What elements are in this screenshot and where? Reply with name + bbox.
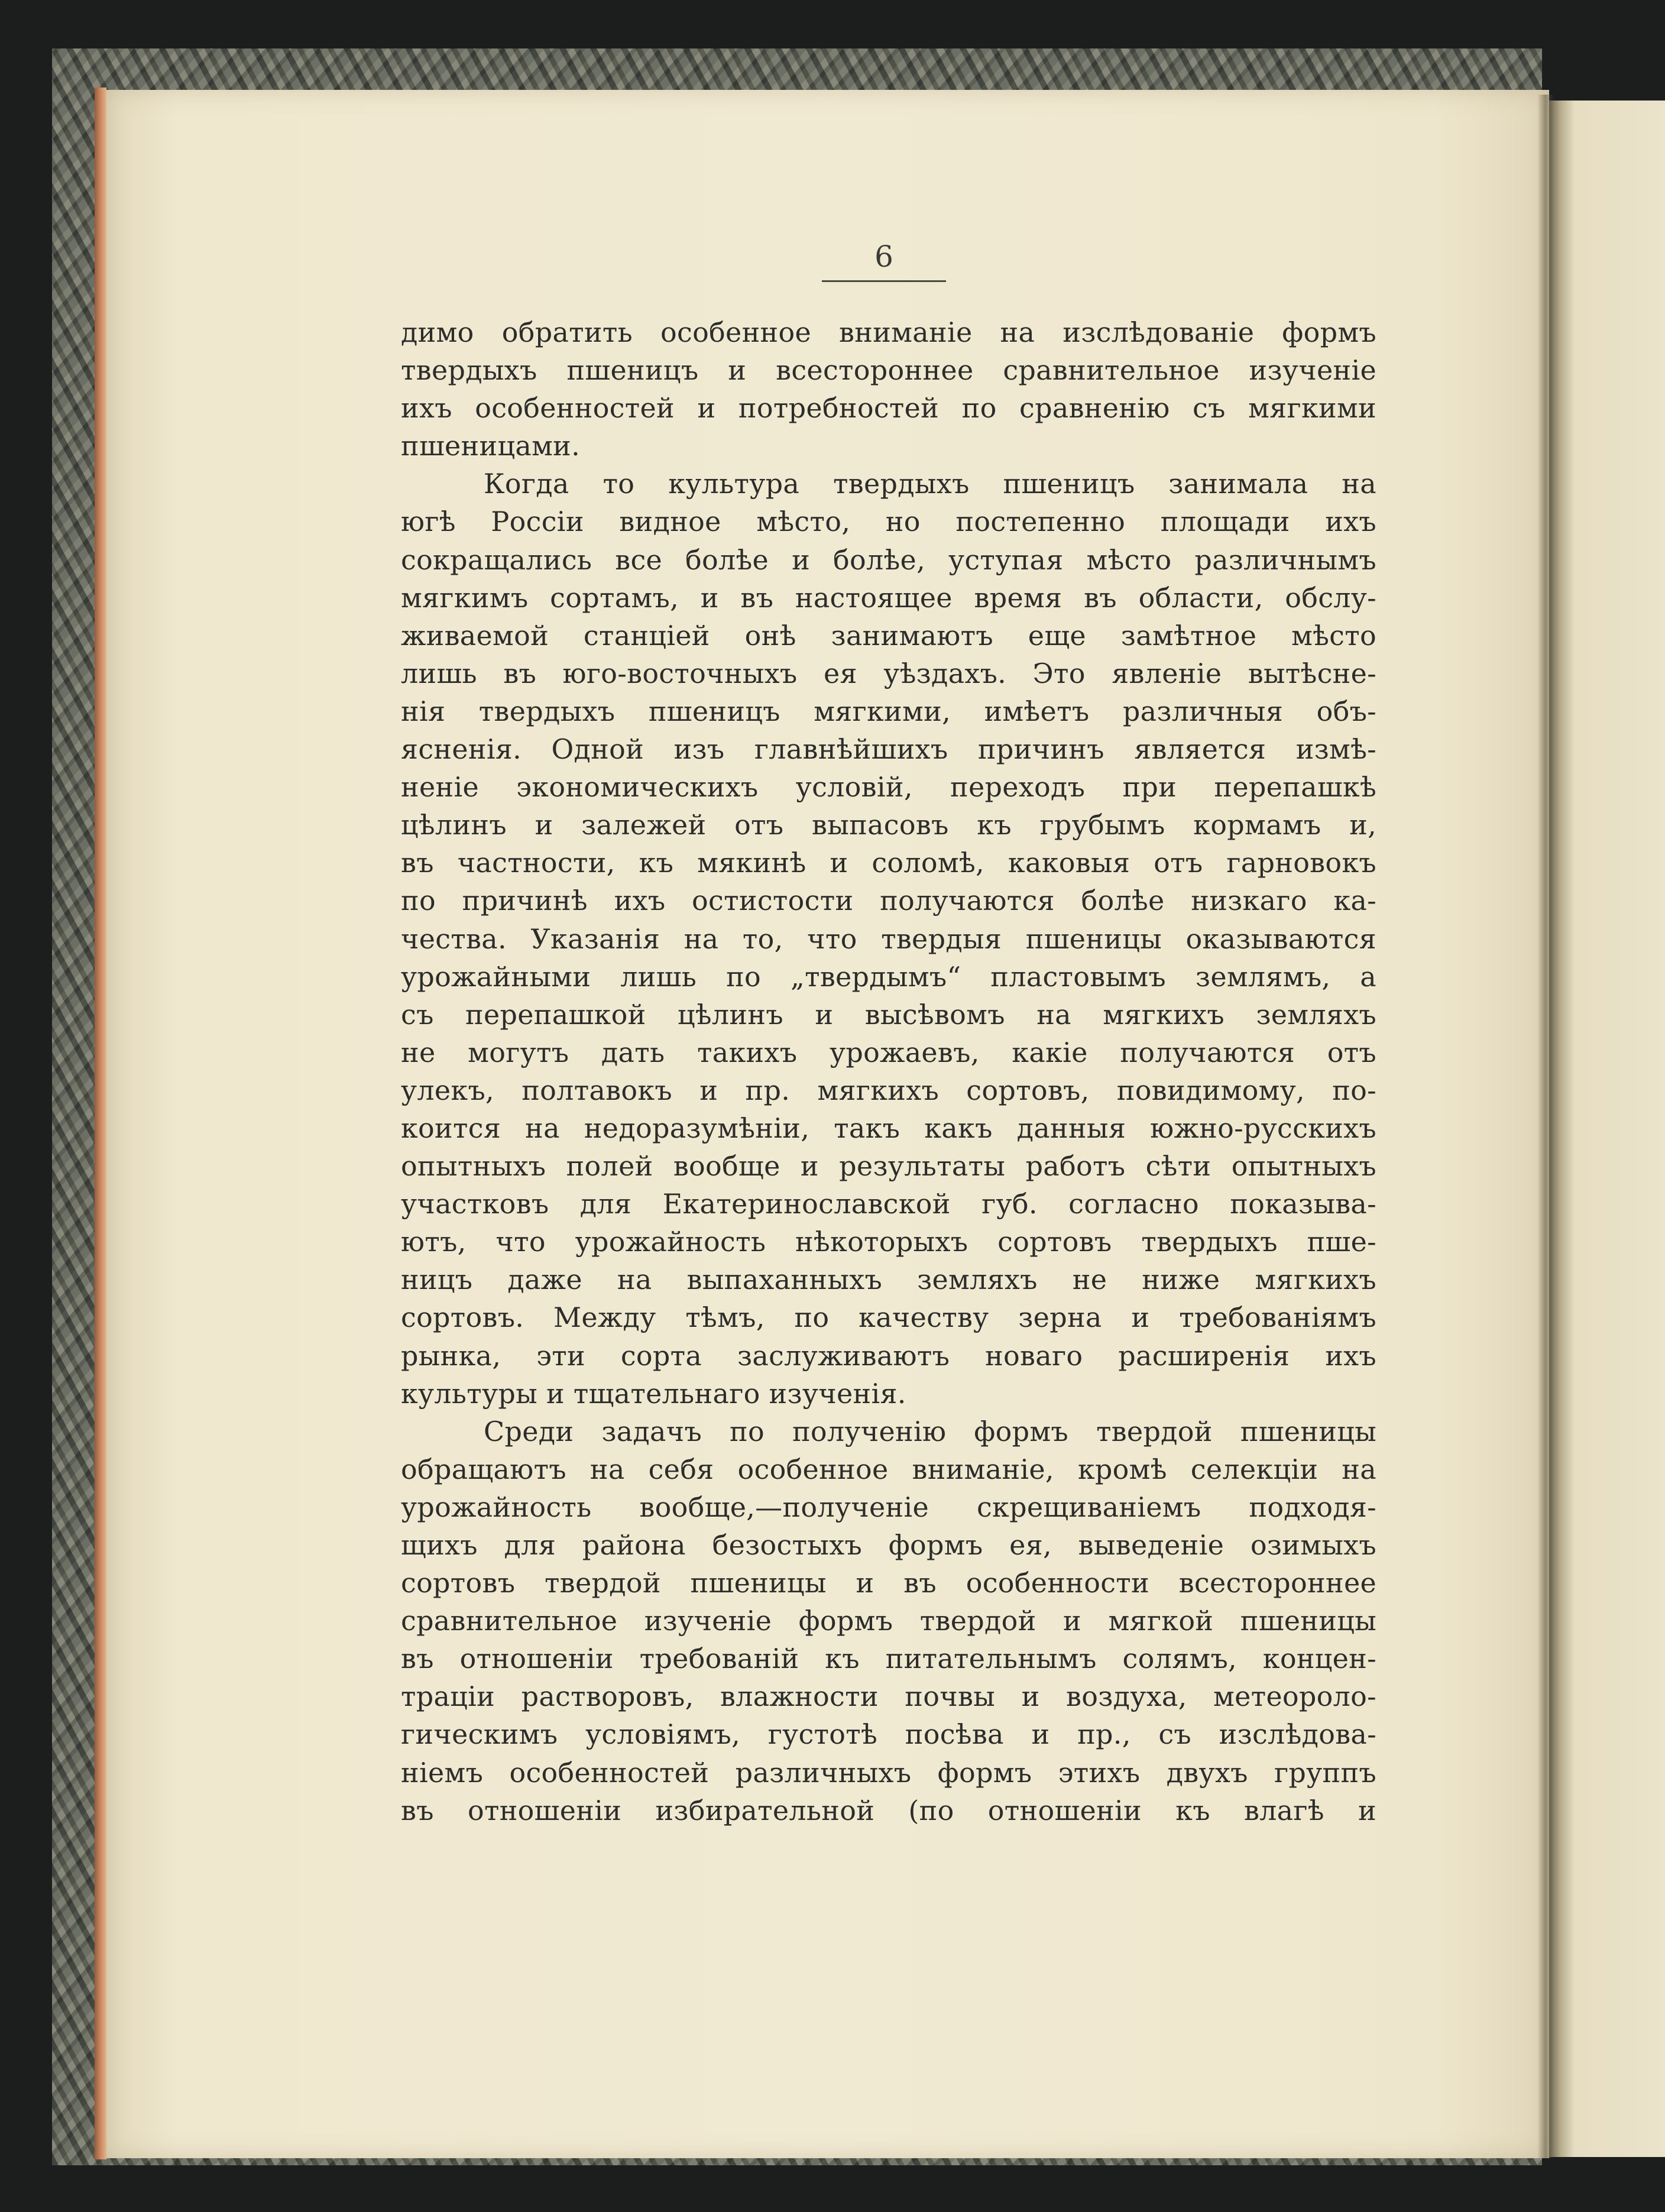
text-line: въ частности, къ мякинѣ и соломѣ, каковыя отъ гарновокъ xyxy=(401,847,1376,879)
text-line: ютъ, что урожайность нѣкоторыхъ сортовъ твердыхъ пше- xyxy=(401,1226,1376,1258)
text-line: не могутъ дать такихъ урожаевъ, какіе получаются отъ xyxy=(401,1036,1376,1068)
text-line: ницъ даже на выпаханныхъ земляхъ не ниже мягкихъ xyxy=(401,1264,1376,1296)
text-line: цѣлинъ и залежей отъ выпасовъ къ грубымъ кормамъ и, xyxy=(401,809,1376,841)
text-line: сокращались все болѣе и болѣе, уступая мѣсто различнымъ xyxy=(401,543,1376,576)
text-line: димо обратить особенное вниманіе на изслѣдованіе формъ xyxy=(401,316,1376,348)
text-line: сортовъ твердой пшеницы и въ особенности всестороннее xyxy=(401,1567,1376,1599)
text-line: ясненія. Одной изъ главнѣйшихъ причинъ является измѣ- xyxy=(401,733,1376,766)
text-line: культуры и тщательнаго изученія. xyxy=(401,1377,906,1410)
text-line: урожайными лишь по „твердымъ“ пластовымъ землямъ, а xyxy=(401,960,1376,993)
text-line: твердыхъ пшеницъ и всестороннее сравнительное изученіе xyxy=(401,354,1376,387)
text-line: ихъ особенностей и потребностей по сравненію съ мягкими xyxy=(401,392,1376,425)
text-line: Среди задачъ по полученію формъ твердой пшеницы xyxy=(484,1415,1376,1447)
text-line: живаемой станціей онѣ занимаютъ еще замѣтное мѣсто xyxy=(401,619,1376,652)
text-line: щихъ для района безостыхъ формъ ея, выведеніе озимыхъ xyxy=(401,1529,1376,1561)
text-line: югѣ Россіи видное мѣсто, но постепенно площади ихъ xyxy=(401,506,1376,538)
text-line: неніе экономическихъ условій, переходъ при перепашкѣ xyxy=(401,771,1376,804)
text-line: чества. Указанія на то, что твердыя пшеницы оказываются xyxy=(401,922,1376,955)
text-line: урожайность вообще,—полученіе скрещиваніемъ подходя- xyxy=(401,1491,1376,1523)
text-line: улекъ, полтавокъ и пр. мягкихъ сортовъ, повидимому, по- xyxy=(401,1074,1376,1106)
text-line: коится на недоразумѣніи, такъ какъ данныя южно-русскихъ xyxy=(401,1112,1376,1144)
text-line: сортовъ. Между тѣмъ, по качеству зерна и требованіямъ xyxy=(401,1301,1376,1334)
text-line: нія твердыхъ пшеницъ мягкими, имѣетъ различныя объ- xyxy=(401,695,1376,727)
cover-edge xyxy=(95,88,106,2159)
text-line: мягкимъ сортамъ, и въ настоящее время въ области, обслу- xyxy=(401,581,1376,614)
text-line: въ отношеніи требованій къ питательнымъ солямъ, концен- xyxy=(401,1643,1376,1675)
text-line: съ перепашкой цѣлинъ и высѣвомъ на мягкихъ земляхъ xyxy=(401,998,1376,1031)
page-number-rule xyxy=(822,280,946,282)
body-text xyxy=(401,313,1376,1829)
text-line: сравнительное изученіе формъ твердой и мягкой пшеницы xyxy=(401,1605,1376,1637)
page-number: 6 xyxy=(874,239,893,274)
text-line: пшеницами. xyxy=(401,430,581,462)
text-line: опытныхъ полей вообще и результаты работъ сѣти опытныхъ xyxy=(401,1150,1376,1183)
text-line: ніемъ особенностей различныхъ формъ этихъ двухъ группъ xyxy=(401,1756,1376,1789)
text-line: въ отношеніи избирательной (по отношеніи къ влагѣ и xyxy=(401,1794,1376,1826)
page-crease xyxy=(1537,95,1554,2158)
text-line: обращаютъ на себя особенное вниманіе, кромѣ селекціи на xyxy=(401,1453,1376,1485)
next-page-edge xyxy=(1549,101,1665,2157)
text-line: гическимъ условіямъ, густотѣ посѣва и пр., съ изслѣдова- xyxy=(401,1718,1376,1751)
text-line: по причинѣ ихъ остистости получаются болѣе низкаго ка- xyxy=(401,885,1376,917)
text-line: рынка, эти сорта заслуживаютъ новаго расширенія ихъ xyxy=(401,1339,1376,1372)
text-line: лишь въ юго-восточныхъ ея уѣздахъ. Это явленіе вытѣсне- xyxy=(401,657,1376,689)
text-line: траціи растворовъ, влажности почвы и воздуха, метеороло- xyxy=(401,1680,1376,1713)
text-line: участковъ для Екатеринославской губ. согласно показыва- xyxy=(401,1188,1376,1220)
text-line: Когда то культура твердыхъ пшеницъ занимала на xyxy=(484,468,1376,500)
